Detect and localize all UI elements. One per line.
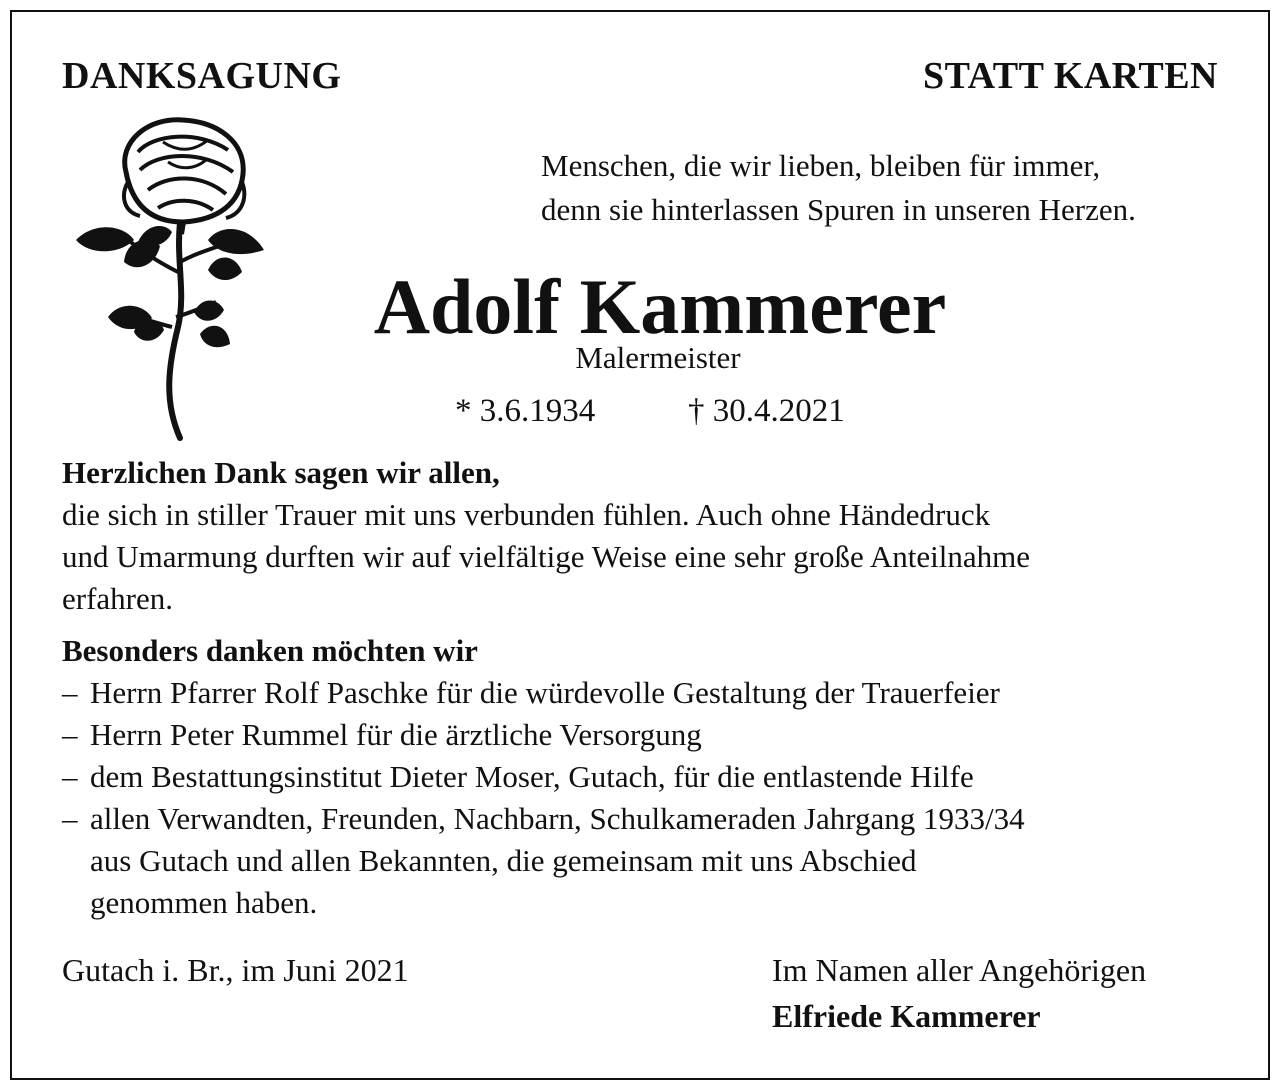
- list-item-text: Herrn Pfarrer Rolf Paschke für die würdevolle Gestaltung der Trauerfeier: [90, 675, 1000, 710]
- list-item: [62, 714, 1232, 756]
- on-behalf-of: Im Namen aller Angehörigen: [772, 952, 1147, 988]
- quote-line-2: denn sie hinterlassen Spuren in unseren Herzen.: [541, 192, 1136, 227]
- list-item-text: aus Gutach und allen Bekannten, die gemeinsam mit uns Abschied: [90, 843, 917, 878]
- dash-bullet: –: [62, 717, 78, 752]
- death-date: † 30.4.2021: [688, 393, 845, 429]
- signer-name: Elfriede Kammerer: [772, 998, 1041, 1034]
- deceased-name: Adolf Kammerer: [373, 263, 947, 350]
- thanks-text: [62, 452, 1232, 924]
- header-statt-karten: STATT KARTEN: [922, 55, 1218, 97]
- list-item: [62, 672, 1232, 714]
- dash-bullet: –: [62, 801, 78, 836]
- dash-bullet: –: [62, 675, 78, 710]
- header-danksagung: DANKSAGUNG: [62, 55, 342, 97]
- thanks-line: und Umarmung durften wir auf vielfältige Weise eine sehr große Anteilnahme: [62, 539, 1030, 574]
- list-item-text: genommen haben.: [90, 885, 318, 920]
- thanks-line: die sich in stiller Trauer mit uns verbunden fühlen. Auch ohne Händedruck: [62, 497, 991, 532]
- thanks-heading: Herzlichen Dank sagen wir allen,: [62, 455, 500, 490]
- list-item: [62, 798, 1232, 924]
- special-thanks-heading: Besonders danken möchten wir: [62, 633, 478, 668]
- list-item: [62, 756, 1232, 798]
- memorial-quote: [541, 144, 1136, 232]
- list-item-text: dem Bestattungsinstitut Dieter Moser, Gutach, für die entlastende Hilfe: [90, 759, 974, 794]
- list-item-text: allen Verwandten, Freunden, Nachbarn, Schulkameraden Jahrgang 1933/34: [90, 801, 1025, 836]
- birth-date: * 3.6.1934: [455, 393, 596, 429]
- deceased-profession: Malermeister: [575, 340, 741, 375]
- thanks-line: erfahren.: [62, 581, 173, 616]
- dash-bullet: –: [62, 759, 78, 794]
- quote-line-1: Menschen, die wir lieben, bleiben für immer,: [541, 148, 1101, 183]
- list-item-text: Herrn Peter Rummel für die ärztliche Versorgung: [90, 717, 702, 752]
- place-and-date: Gutach i. Br., im Juni 2021: [62, 952, 409, 988]
